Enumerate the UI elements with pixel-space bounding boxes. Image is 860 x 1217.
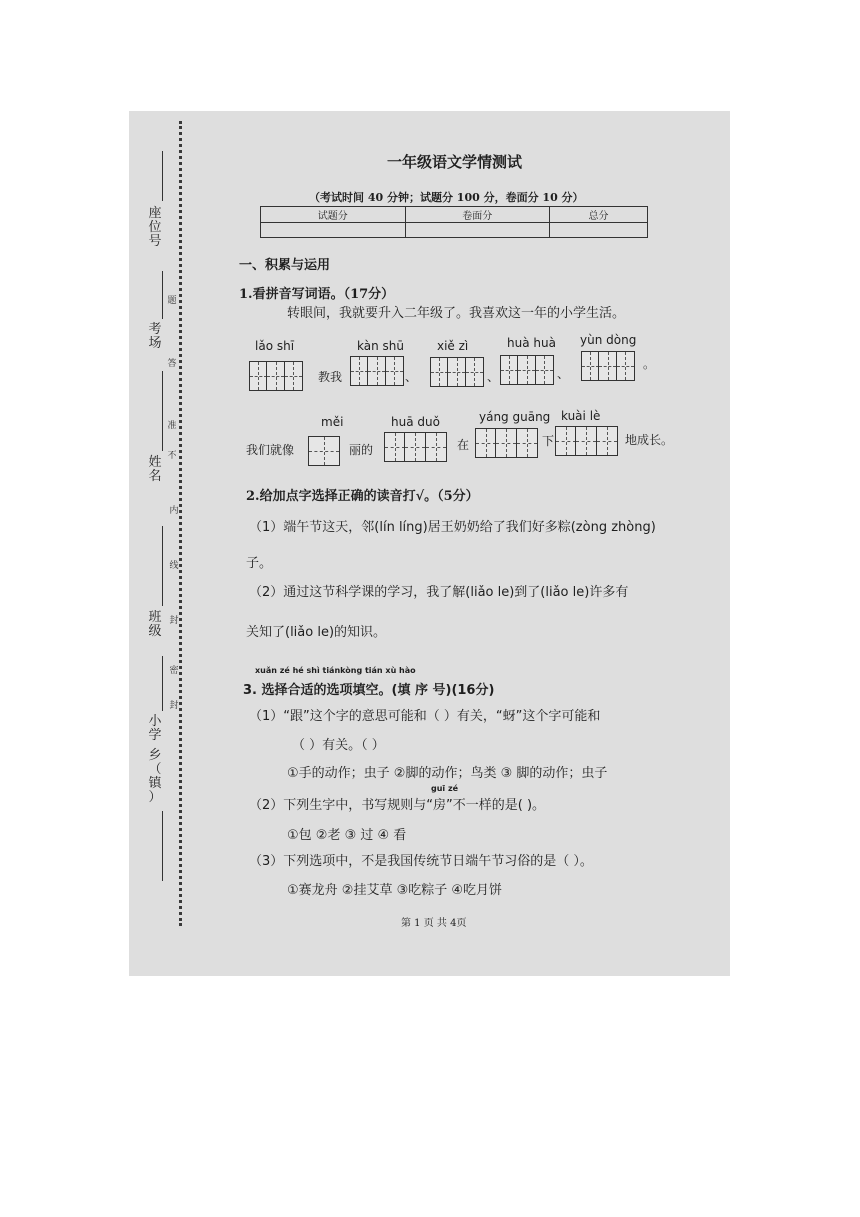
- writing-grid[interactable]: [351, 356, 404, 386]
- q3-line: ①赛龙舟 ②挂艾草 ③吃粽子 ④吃月饼: [287, 883, 503, 898]
- score-header-neatness: 卷面分: [405, 207, 550, 223]
- exam-paper: [129, 111, 730, 976]
- school-blank-line: [162, 656, 163, 711]
- seat-label: 座 位 号: [148, 206, 162, 249]
- seal-word: 题: [167, 296, 177, 306]
- pinyin: yáng guāng: [479, 410, 551, 424]
- pinyin: lǎo shī: [255, 339, 295, 353]
- q3-pinyin: xuǎn zé hé shì tiánkòng tián xù hào: [255, 666, 416, 675]
- pinyin: yùn dòng: [580, 333, 637, 347]
- writing-grid[interactable]: [501, 355, 554, 385]
- seal-word: 答: [167, 359, 177, 369]
- q2-heading: 2.给加点字选择正确的读音打√。（5分）: [246, 489, 479, 504]
- seal-dotted-line: [179, 121, 182, 926]
- q1-text: 、: [487, 370, 500, 384]
- seal-word: 准: [167, 421, 177, 431]
- q1-intro: 转眼间，我就要升入二年级了。我喜欢这一年的小学生活。: [287, 306, 626, 321]
- writing-grid[interactable]: [250, 361, 303, 391]
- name-label: 姓 名: [148, 455, 162, 484]
- writing-grid[interactable]: [476, 428, 538, 458]
- pinyin: kàn shū: [357, 339, 404, 353]
- q1-text: 、: [405, 370, 418, 384]
- town-label: 乡 （ 镇 ）: [148, 748, 162, 805]
- class-blank-line: [162, 526, 163, 606]
- q1-text: 。: [643, 357, 656, 371]
- name-blank-line: [162, 371, 163, 451]
- pinyin: huà huà: [507, 336, 556, 350]
- q2-line2: （2）通过这节科学课的学习，我了解(liǎo le)到了(liǎo le)许多有: [249, 585, 629, 600]
- seal-word: 不: [167, 451, 177, 461]
- q1-text: 在: [457, 438, 470, 452]
- score-table: [260, 206, 648, 238]
- writing-grid[interactable]: [309, 436, 340, 466]
- pinyin: měi: [321, 415, 344, 429]
- town-blank-line: [162, 811, 163, 881]
- q1-text: 地成长。: [625, 433, 674, 447]
- venue-blank-line: [162, 271, 163, 319]
- q3-line: ①包 ②老 ③ 过 ④ 看: [287, 828, 407, 843]
- page-footer: 第 1 页 共 4页: [401, 918, 467, 929]
- pinyin: xiě zì: [437, 339, 469, 353]
- class-label: 班 级: [148, 610, 162, 639]
- q2-line1: （1）端午节这天，邻(lín líng)居王奶奶给了我们好多粽(zòng zhòng): [249, 520, 656, 535]
- pinyin: kuài lè: [561, 409, 601, 423]
- exam-subtitle: （考试时间 40 分钟；试题分 100 分，卷面分 10 分）: [309, 191, 584, 204]
- q1-text: 丽的: [349, 443, 374, 457]
- seal-word: 线: [169, 561, 179, 571]
- q3-pinyin: guī zé: [431, 784, 459, 793]
- seal-word: 密: [169, 666, 179, 676]
- q3-line: （1）“跟”这个字的意思可能和（ ）有关，“蚜”这个字可能和: [249, 709, 601, 724]
- writing-grid[interactable]: [556, 426, 618, 456]
- writing-grid[interactable]: [582, 351, 635, 381]
- q1-text: 下: [542, 434, 555, 448]
- q3-line: （ ）有关。（ ）: [292, 738, 385, 753]
- seat-blank-line: [162, 151, 163, 201]
- writing-grid[interactable]: [385, 432, 447, 462]
- q2-line2b: 关知了(liǎo le)的知识。: [246, 625, 387, 640]
- q3-line: （2）下列生字中，书写规则与“房”不一样的是( )。: [249, 798, 546, 813]
- q1-text: 教我: [318, 370, 343, 384]
- q3-line: （3）下列选项中，不是我国传统节日端午节习俗的是（ ）。: [249, 854, 593, 869]
- q1-heading: 1.看拼音写词语。（17分）: [239, 287, 395, 302]
- q1-text: 我们就像: [246, 443, 295, 457]
- q3-heading: 3. 选择合适的选项填空。(填 序 号)(16分): [243, 683, 495, 698]
- score-cell-neatness[interactable]: [405, 223, 550, 238]
- exam-title: 一年级语文学情测试: [387, 153, 523, 171]
- score-header-total: 总分: [550, 207, 648, 223]
- venue-label: 考 场: [148, 322, 162, 351]
- score-cell-questions[interactable]: [261, 223, 406, 238]
- school-label: 小 学: [148, 714, 162, 743]
- score-cell-total[interactable]: [550, 223, 648, 238]
- pinyin: huā duǒ: [391, 415, 440, 429]
- q1-text: 、: [557, 367, 570, 381]
- section-heading: 一、积累与运用: [239, 258, 331, 273]
- q3-line: ①手的动作；虫子 ②脚的动作；鸟类 ③ 脚的动作；虫子: [287, 766, 608, 781]
- score-header-questions: 试题分: [261, 207, 406, 223]
- seal-word: 封: [169, 616, 179, 626]
- writing-grid[interactable]: [431, 357, 484, 387]
- seal-word: 封: [169, 701, 179, 711]
- seal-word: 内: [169, 506, 179, 516]
- q2-line1b: 子。: [246, 556, 273, 571]
